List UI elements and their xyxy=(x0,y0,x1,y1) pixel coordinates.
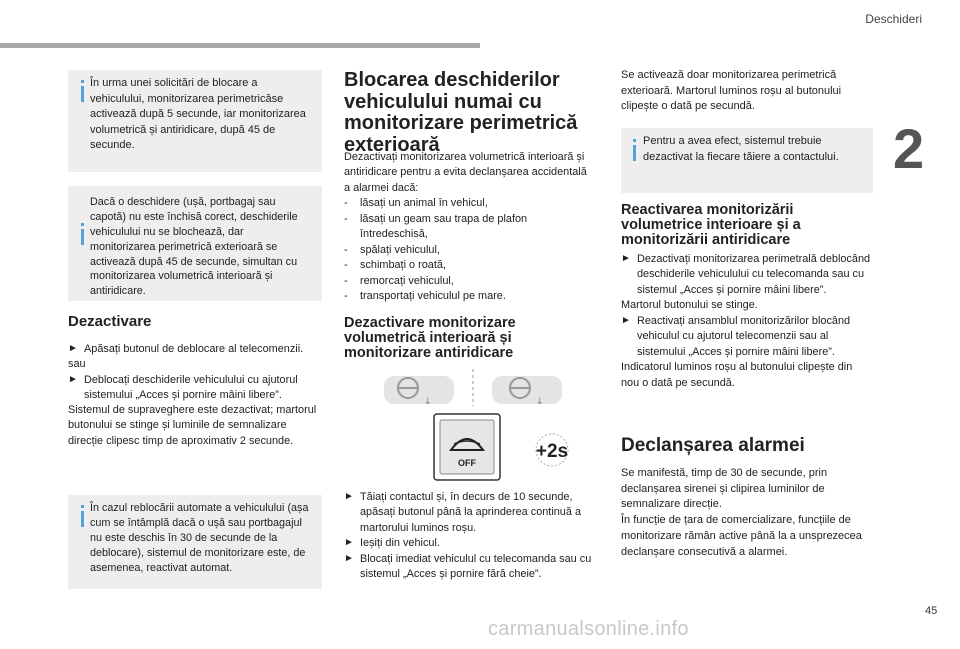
chapter-number: 2 xyxy=(893,117,925,180)
svg-text:↓: ↓ xyxy=(424,397,432,407)
bullet-item xyxy=(621,252,873,298)
bullet-text: Dezactivați monitorizarea perimetrală deblocând deschiderile vehiculului cu telecomanda sau cu sistemul „Acces și pornire mâini libere”. xyxy=(637,253,871,296)
heading-blocare: Blocarea deschiderilor vehiculului numai cu monitorizare perimetrică exterioară xyxy=(344,69,578,156)
watermark: carmanualsonline.info xyxy=(488,618,689,640)
info-note-3 xyxy=(68,495,322,589)
off-label: OFF xyxy=(458,458,476,468)
check-icon: ► xyxy=(344,537,354,549)
note-text: În urma unei solicitări de blocare a vehiculului, monitorizarea perimetricăse activează după 5 secunde, iar monitorizarea volumetrică și antiridicare, după 45 de secunde. xyxy=(90,77,306,152)
heading-dezactivare-monitorizare: Dezactivare monitorizare volumetrică interioară și monitorizare antiridicare xyxy=(344,315,516,362)
bullet-text: Reactivați ansamblul monitorizărilor blocând vehiculul cu ajutorul telecomenzii sau al sistemului „Acces și pornire mâini libere”. xyxy=(637,314,851,358)
paragraph: Martorul butonului se stinge. xyxy=(621,299,758,312)
heading-dezactivare: Dezactivare xyxy=(68,313,152,330)
right-body xyxy=(621,252,873,391)
bullet-item xyxy=(344,536,600,551)
note-text: Dacă o deschidere (ușă, portbagaj sau capotă) nu este închisă corect, deschiderile vehiculului nu se blochează, dar monitorizarea perimetrică exterioară se activează după 45 de secunde, simultan cu monitorizarea volumetrică interioară și antiridicare. xyxy=(90,196,298,298)
check-icon: ► xyxy=(621,314,631,326)
bullet-item xyxy=(68,373,322,404)
info-bar xyxy=(81,229,84,245)
dash-item: - schimbați o roată, xyxy=(344,259,446,272)
check-icon: ► xyxy=(344,491,354,502)
steering-wheel-illustration xyxy=(384,364,584,484)
info-note-4 xyxy=(621,128,873,193)
right-alarm-body xyxy=(621,466,873,560)
paragraph: În funcție de țara de comercializare, funcțiile de monitorizare rămân active până la a unsprezecea declanșare consecutivă a alarmei. xyxy=(621,514,862,558)
dash-text: lăsați un geam sau trapa de plafon întredeschisă, xyxy=(360,212,528,241)
dash-item: - spălați vehiculul, xyxy=(344,243,440,256)
dash-item: - transportați vehiculul pe mare. xyxy=(344,290,506,303)
info-note-2 xyxy=(68,186,322,301)
bullet-item xyxy=(68,342,322,357)
svg-text:↓: ↓ xyxy=(536,397,544,407)
bullet-text: Ieșiți din vehicul. xyxy=(360,537,440,550)
bullet-item xyxy=(621,314,873,360)
bullet-text: Blocați imediat vehiculul cu telecomanda sau cu sistemul „Acces și pornire fără cheie”. xyxy=(360,552,592,581)
timer-label: +2s xyxy=(535,441,569,462)
dash-text: transportați vehiculul pe mare. xyxy=(360,290,506,303)
note-text: În cazul reblocării automate a vehiculului (așa cum se întâmplă dacă o ușă sau portbagajul nu este deschis în 30 de secunde de la deblocare), sistemul de monitorizare este, de asemenea, reactivat automat. xyxy=(90,502,309,574)
dash-item: - lăsați un geam sau trapa de plafon întredeschisă, xyxy=(344,212,528,241)
paragraph: Indicatorul luminos roșu al butonului clipește din nou o dată pe secundă. xyxy=(621,361,853,389)
bullet-item xyxy=(344,490,600,536)
paragraph: Se manifestă, timp de 30 de secunde, prin declanșarea sirenei și clipirea luminilor de semnalizare direcție. xyxy=(621,467,828,511)
page-number: 45 xyxy=(925,605,938,617)
section-title: Deschideri xyxy=(865,12,922,26)
info-icon xyxy=(633,139,636,142)
bullet-text: Tăiați contactul și, în decurs de 10 secunde, apăsați butonul până la aprinderea continuă a martorului luminos roșu. xyxy=(360,491,582,534)
paragraph: Sistemul de supraveghere este dezactivat; martorul butonului se stinge și luminile de semnalizare direcție clipesc timp de aproximativ 2 secunde. xyxy=(68,404,317,447)
info-icon xyxy=(81,80,84,83)
left-body xyxy=(68,342,322,449)
dash-text: schimbați o roată, xyxy=(360,259,446,272)
check-icon: ► xyxy=(68,343,78,354)
bullet-text: Apăsați butonul de deblocare al telecomenzii. xyxy=(84,343,304,355)
heading-declansare: Declanșarea alarmei xyxy=(621,435,805,456)
or-text: sau xyxy=(68,358,86,371)
illustration xyxy=(384,364,584,484)
dash-text: lăsați un animal în vehicul, xyxy=(360,197,488,210)
check-icon: ► xyxy=(68,373,78,385)
middle-intro xyxy=(344,150,594,305)
info-bar xyxy=(633,145,636,161)
check-icon: ► xyxy=(344,552,354,564)
info-note-1 xyxy=(68,70,322,172)
info-bar xyxy=(81,86,84,102)
middle-steps xyxy=(344,490,600,583)
dash-item: - lăsați un animal în vehicul, xyxy=(344,197,488,210)
dash-item: - remorcați vehiculul, xyxy=(344,274,454,287)
info-icon xyxy=(81,223,84,226)
paragraph: Dezactivați monitorizarea volumetrică interioară și antiridicare pentru a evita declanșarea accidentală a alarmei dacă: xyxy=(344,151,587,194)
dash-text: spălați vehiculul, xyxy=(360,243,440,256)
info-bar xyxy=(81,511,84,527)
check-icon: ► xyxy=(621,253,631,264)
note-text: Pentru a avea efect, sistemul trebuie dezactivat la fiecare tăiere a contactului. xyxy=(643,135,839,163)
right-intro xyxy=(621,68,873,115)
heading-reactivare: Reactivarea monitorizării volumetrice interioare și a monitorizării antiridicare xyxy=(621,202,801,249)
dash-text: remorcați vehiculul, xyxy=(360,274,454,287)
info-icon xyxy=(81,505,84,508)
header-rule xyxy=(0,43,480,48)
paragraph: Se activează doar monitorizarea perimetrică exterioară. Martorul luminos roșu al butonului clipește o dată pe secundă. xyxy=(621,69,842,113)
bullet-text: Deblocați deschiderile vehiculului cu ajutorul sistemului „Acces și pornire mâini libere”. xyxy=(84,373,298,401)
bullet-item xyxy=(344,552,600,583)
